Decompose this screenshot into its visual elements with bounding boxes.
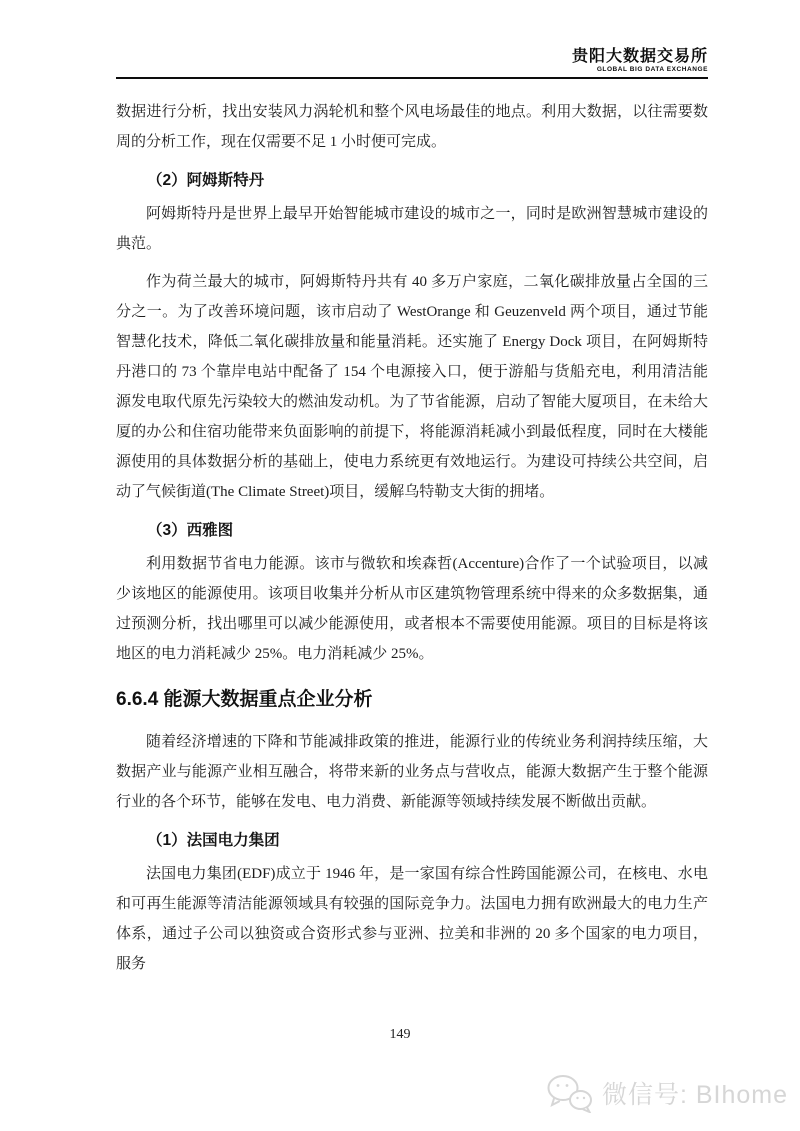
header-divider bbox=[116, 77, 708, 79]
gbdex-logo bbox=[116, 49, 708, 74]
wechat-icon bbox=[545, 1073, 593, 1113]
paragraph: 法国电力集团(EDF)成立于 1946 年，是一家国有综合性跨国能源公司，在核电、水电和可再生能源等清洁能源领域具有较强的国际竞争力。法国电力拥有欧洲最大的电力生产体系，通过子公司以独资或合资形式参与亚洲、拉美和非洲的 20 多个国家的电力项目，服务 bbox=[116, 865, 708, 972]
document-body bbox=[116, 97, 708, 979]
paragraph: 数据进行分析，找出安装风力涡轮机和整个风电场最佳的地点。利用大数据，以往需要数周的分析工作，现在仅需要不足 1 小时便可完成。 bbox=[116, 103, 708, 150]
subheading: （3）西雅图 bbox=[147, 521, 234, 539]
page-number: 149 bbox=[389, 1027, 411, 1042]
content-column bbox=[116, 0, 708, 987]
paragraph: 阿姆斯特丹是世界上最早开始智能城市建设的城市之一，同时是欧洲智慧城市建设的典范。 bbox=[116, 205, 708, 252]
paragraph: 随着经济增速的下降和节能减排政策的推进，能源行业的传统业务利润持续压缩，大数据产业与能源产业相互融合，将带来新的业务点与营收点，能源大数据产生于整个能源行业的各个环节，能够在发电、电力消费、新能源等领域持续发展不断做出贡献。 bbox=[116, 733, 708, 810]
paragraph: 利用数据节省电力能源。该市与微软和埃森哲(Accenture)合作了一个试验项目，以减少该地区的能源使用。该项目收集并分析从市区建筑物管理系统中得来的众多数据集，通过预测分析，找出哪里可以减少能源使用，或者根本不需要使用能源。项目的目标是将该地区的电力消耗减少 25%。电力消耗减少 25%。 bbox=[116, 555, 708, 662]
subheading: （2）阿姆斯特丹 bbox=[147, 171, 265, 189]
wechat-watermark bbox=[545, 1073, 788, 1113]
page-header bbox=[116, 0, 708, 79]
subheading: （1）法国电力集团 bbox=[147, 831, 280, 849]
logo-chinese-text: 贵阳大数据交易所 bbox=[571, 48, 708, 65]
paragraph: 作为荷兰最大的城市，阿姆斯特丹共有 40 多万户家庭，二氧化碳排放量占全国的三分之一。为了改善环境问题，该市启动了 WestOrange 和 Geuzenveld 两个项目，通过节能智慧化技术，降低二氧化碳排放量和能量消耗。还实施了 Energy Dock 项目，在阿姆斯特丹港口的 73 个靠岸电站中配备了 154 个电源接入口，便于游船与货船充电，利用清洁能源发电取代原先污染较大的燃油发动机。为了节省能源，启动了智能大厦项目，在未给大厦的办公和住宿功能带来负面影响的前提下，将能源消耗减小到最低程度，同时在大楼能源使用的具体数据分析的基础上，使电力系统更有效地运行。为建设可持续公共空间，启动了气候街道(The Climate Street)项目，缓解乌特勒支大街的拥堵。 bbox=[116, 273, 708, 500]
section-heading: 6.6.4 能源大数据重点企业分析 bbox=[116, 688, 373, 710]
logo-english-text: GLOBAL BIG DATA EXCHANGE bbox=[596, 66, 708, 73]
watermark-text: 微信号: BIhome bbox=[601, 1081, 788, 1109]
